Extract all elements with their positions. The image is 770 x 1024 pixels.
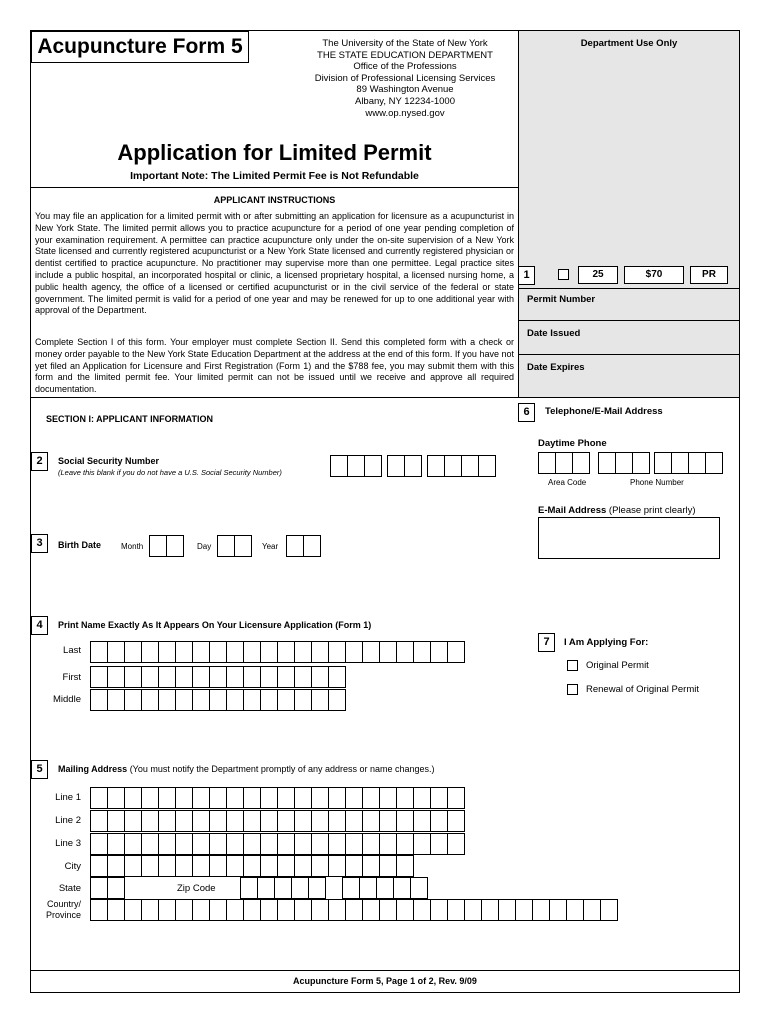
year-input[interactable] xyxy=(286,535,321,557)
section-number: 4 xyxy=(31,616,48,635)
zip-extension-input[interactable] xyxy=(342,877,428,899)
phone-line-input[interactable] xyxy=(654,452,723,474)
agency-address xyxy=(260,38,550,119)
section-number: 3 xyxy=(31,534,48,553)
important-note: Important Note: The Limited Permit Fee is Not Refundable xyxy=(130,170,419,182)
country-label xyxy=(31,899,81,921)
dept-row-number: 1 xyxy=(518,266,535,285)
page-footer: Acupuncture Form 5, Page 1 of 2, Rev. 9/09 xyxy=(293,976,477,986)
ssn-label: Social Security Number xyxy=(58,456,160,466)
dept-fee-box: $70 xyxy=(624,266,684,284)
country-label-line: Province xyxy=(45,910,81,920)
mailing-address-title: Mailing Address xyxy=(58,764,128,774)
department-use-area xyxy=(518,31,739,397)
section-number: 5 xyxy=(31,760,48,779)
zip-code-input[interactable] xyxy=(240,877,326,899)
ssn-input[interactable] xyxy=(330,455,496,477)
dept-checkbox[interactable] xyxy=(558,269,569,280)
divider xyxy=(31,970,739,971)
section-number: 6 xyxy=(518,403,535,422)
state-label: State xyxy=(58,883,81,894)
section-title: SECTION I: APPLICANT INFORMATION xyxy=(46,414,213,424)
zip-code-label: Zip Code xyxy=(177,883,216,894)
divider xyxy=(519,288,739,289)
original-permit-label: Original Permit xyxy=(586,660,649,671)
date-issued-label: Date Issued xyxy=(527,328,581,339)
email-label-title: E-Mail Address xyxy=(538,505,607,516)
phone-prefix-input[interactable] xyxy=(598,452,650,474)
permit-number-label: Permit Number xyxy=(527,294,596,305)
last-name-label: Last xyxy=(63,645,81,656)
daytime-phone-label: Daytime Phone xyxy=(538,438,607,449)
divider xyxy=(519,354,739,355)
birth-date-label: Birth Date xyxy=(58,540,102,550)
month-input[interactable] xyxy=(149,535,184,557)
name-section-label: Print Name Exactly As It Appears On Your Licensure Application (Form 1) xyxy=(58,620,372,630)
section-number: 7 xyxy=(538,633,555,652)
agency-line: www.op.nysed.gov xyxy=(365,107,445,119)
city-label: City xyxy=(64,861,81,872)
address-line1-input[interactable] xyxy=(90,787,465,809)
address-line3-label: Line 3 xyxy=(55,838,81,849)
email-label xyxy=(538,505,696,516)
first-name-label: First xyxy=(62,672,81,683)
day-input[interactable] xyxy=(217,535,252,557)
month-label: Month xyxy=(121,542,144,551)
divider xyxy=(31,187,518,188)
department-use-title: Department Use Only xyxy=(580,38,678,49)
original-permit-checkbox[interactable] xyxy=(567,660,578,671)
country-input[interactable] xyxy=(90,899,618,921)
address-line2-label: Line 2 xyxy=(55,815,81,826)
page-title: Application for Limited Permit xyxy=(117,140,432,165)
agency-line: The University of the State of New York xyxy=(322,38,488,49)
date-expires-label: Date Expires xyxy=(527,362,585,373)
state-input[interactable] xyxy=(90,877,125,899)
email-input[interactable] xyxy=(538,517,720,559)
country-label-line: Country/ xyxy=(46,899,81,909)
agency-line: THE STATE EDUCATION DEPARTMENT xyxy=(317,49,493,61)
city-input[interactable] xyxy=(90,855,414,877)
area-code-caption: Area Code xyxy=(548,478,587,487)
renewal-permit-label: Renewal of Original Permit xyxy=(586,684,699,695)
telephone-email-label: Telephone/E-Mail Address xyxy=(545,406,663,417)
phone-number-caption: Phone Number xyxy=(630,478,684,487)
instructions-paragraph: Complete Section I of this form. Your employer must complete Section II. Send this completed form with a check or money order payable to the New York State Education Department at the address at the end of this form. If you have not yet filed an Application for Licensure and First Registration (Form 1) and the $788 fee, you may submit them with this form and the limited permit fee. Your limited permit can not be issued until we receive and approve all required documentation. xyxy=(35,337,514,395)
first-name-input[interactable] xyxy=(90,666,346,688)
mailing-address-note: (You must notify the Department promptly of any address or name changes.) xyxy=(127,764,435,774)
middle-name-label: Middle xyxy=(53,694,81,705)
email-label-note: (Please print clearly) xyxy=(606,505,696,516)
agency-line: Division of Professional Licensing Services xyxy=(314,72,496,84)
dept-code-box: PR xyxy=(690,266,728,284)
renewal-permit-checkbox[interactable] xyxy=(567,684,578,695)
year-label: Year xyxy=(262,542,279,551)
divider xyxy=(519,320,739,321)
agency-line: Office of the Professions xyxy=(353,61,457,73)
day-label: Day xyxy=(197,542,212,551)
applying-for-label: I Am Applying For: xyxy=(564,637,649,648)
area-code-input[interactable] xyxy=(538,452,590,474)
agency-line: 89 Washington Avenue xyxy=(356,84,454,96)
address-line3-input[interactable] xyxy=(90,833,465,855)
address-line2-input[interactable] xyxy=(90,810,465,832)
dept-code-box: 25 xyxy=(578,266,618,284)
section-number: 2 xyxy=(31,452,48,471)
instructions-paragraph: You may file an application for a limited permit with or after submitting an application for licensure as a acupuncturist in New York State. The limited permit allows you to practice acupuncture for a period of one year pending completion of your examination requirement. A permittee can practice acupuncture only under the on-site supervision of a New York State licensed and currently registered acupuncturist or a New York State licensed and currently registered physician or dentist certified to practice acupuncture. No practitioner may supervise more than one permittee. Legal practice sites include a public hospital, an incorporated hospital or clinic, a licensed proprietary hospital, a licensed nursing home, a public health agency, the office of a licensed or certified acupuncturist or in the civil service of the federal or state government. The limited permit is valid for a period of one year and may be renewed for up to one additional year with approval of the Department. xyxy=(35,211,514,316)
ssn-hint: (Leave this blank if you do not have a U.S. Social Security Number) xyxy=(58,468,282,477)
divider xyxy=(31,397,739,398)
form-title: Acupuncture Form 5 xyxy=(31,31,249,63)
address-line1-label: Line 1 xyxy=(55,792,81,803)
last-name-input[interactable] xyxy=(90,641,465,663)
mailing-address-label xyxy=(58,764,435,774)
instructions-heading: APPLICANT INSTRUCTIONS xyxy=(213,195,336,205)
middle-name-input[interactable] xyxy=(90,689,346,711)
agency-line: Albany, NY 12234-1000 xyxy=(354,95,455,107)
